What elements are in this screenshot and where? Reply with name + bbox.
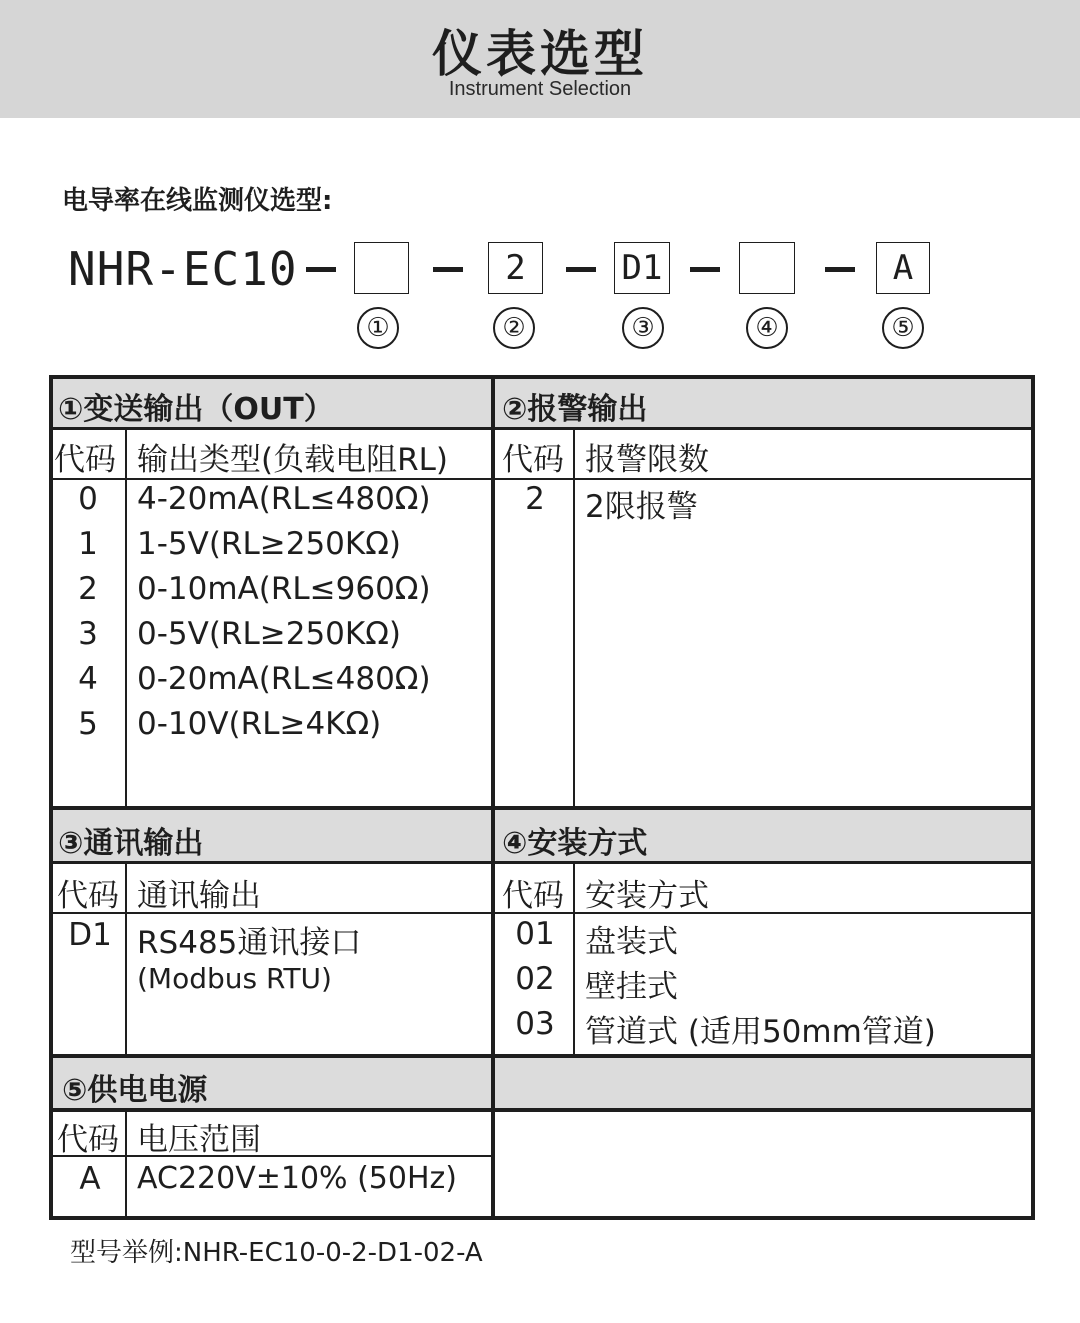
model-prefix: NHR-EC10 xyxy=(68,242,298,296)
divider xyxy=(53,806,1031,810)
table-row-desc: RS485通讯接口 xyxy=(137,925,362,961)
model-dash xyxy=(306,267,336,272)
table-title-alarm: ②报警输出 xyxy=(502,392,648,427)
slot-marker-5: ⑤ xyxy=(882,307,924,349)
page-header xyxy=(0,0,1080,118)
column-divider xyxy=(573,428,575,808)
table-title-out: ①变送输出（OUT） xyxy=(58,392,334,427)
model-dash xyxy=(566,267,596,272)
table-title-power: ⑤供电电源 xyxy=(62,1073,208,1108)
column-divider xyxy=(573,862,575,1056)
table-row-desc: 4-20mA(RL≤480Ω) xyxy=(137,481,431,517)
table-row-desc: 壁挂式 xyxy=(585,969,678,1005)
table-row-desc: 0-10V(RL≥4KΩ) xyxy=(137,706,382,742)
model-slot-2: 2 xyxy=(488,242,543,294)
model-example: 型号举例:NHR-EC10-0-2-D1-02-A xyxy=(70,1238,483,1268)
slot-marker-2: ② xyxy=(493,307,535,349)
page-title: 仪表选型 xyxy=(432,25,648,83)
table-row-code: 0 xyxy=(78,481,98,517)
table-row-code: D1 xyxy=(68,917,112,953)
column-header-code: 代码 xyxy=(502,442,564,478)
model-dash xyxy=(433,267,463,272)
table-row-desc: 0-10mA(RL≤960Ω) xyxy=(137,571,431,607)
table-row-desc: 0-5V(RL≥250KΩ) xyxy=(137,616,401,652)
column-header-code: 代码 xyxy=(502,878,564,914)
divider xyxy=(53,1054,1031,1058)
table-row-code: 02 xyxy=(515,961,555,997)
table-title-comm: ③通讯输出 xyxy=(58,826,204,861)
model-slot-1 xyxy=(354,242,409,294)
table-row-desc: 2限报警 xyxy=(585,489,698,525)
slot-marker-1: ① xyxy=(357,307,399,349)
column-header-desc: 电压范围 xyxy=(137,1122,261,1158)
column-header-desc: 输出类型(负载电阻RL) xyxy=(137,442,448,478)
column-divider xyxy=(125,1110,127,1216)
table-row-code: 2 xyxy=(78,571,98,607)
model-dash xyxy=(690,267,720,272)
table-row-desc: AC220V±10% (50Hz) xyxy=(137,1161,457,1196)
table-row-code: 4 xyxy=(78,661,98,697)
column-header-desc: 通讯输出 xyxy=(137,878,261,914)
model-slot-3: D1 xyxy=(614,242,670,294)
slot-marker-3: ③ xyxy=(622,307,664,349)
column-divider xyxy=(491,379,495,1216)
column-header-code: 代码 xyxy=(57,1122,119,1158)
model-slot-5: A xyxy=(876,242,930,294)
model-slot-4 xyxy=(739,242,795,294)
divider xyxy=(53,1155,495,1157)
section-title: 电导率在线监测仪选型: xyxy=(62,186,333,216)
column-divider xyxy=(125,862,127,1056)
table-row-desc: 管道式 (适用50mm管道) xyxy=(585,1014,936,1050)
table-row-code: 2 xyxy=(525,481,545,517)
column-header-code: 代码 xyxy=(57,878,119,914)
model-dash xyxy=(825,267,855,272)
table-row-desc: 0-20mA(RL≤480Ω) xyxy=(137,661,431,697)
slot-marker-4: ④ xyxy=(746,307,788,349)
column-header-desc: 报警限数 xyxy=(585,442,709,478)
table-row-code: 3 xyxy=(78,616,98,652)
table-row-desc-note: (Modbus RTU) xyxy=(137,962,332,995)
table-title-install: ④安装方式 xyxy=(502,826,648,861)
table-row-code: 03 xyxy=(515,1006,555,1042)
column-divider xyxy=(125,428,127,808)
column-header-code: 代码 xyxy=(54,442,116,478)
table-row-desc: 1-5V(RL≥250KΩ) xyxy=(137,526,401,562)
page-subtitle: Instrument Selection xyxy=(448,78,632,100)
table-row-code: 1 xyxy=(78,526,98,562)
table-row-desc: 盘装式 xyxy=(585,924,678,960)
table-row-code: 5 xyxy=(78,706,98,742)
table-row-code: 01 xyxy=(515,916,555,952)
table-row-code: A xyxy=(79,1161,101,1197)
column-header-desc: 安装方式 xyxy=(585,878,709,914)
